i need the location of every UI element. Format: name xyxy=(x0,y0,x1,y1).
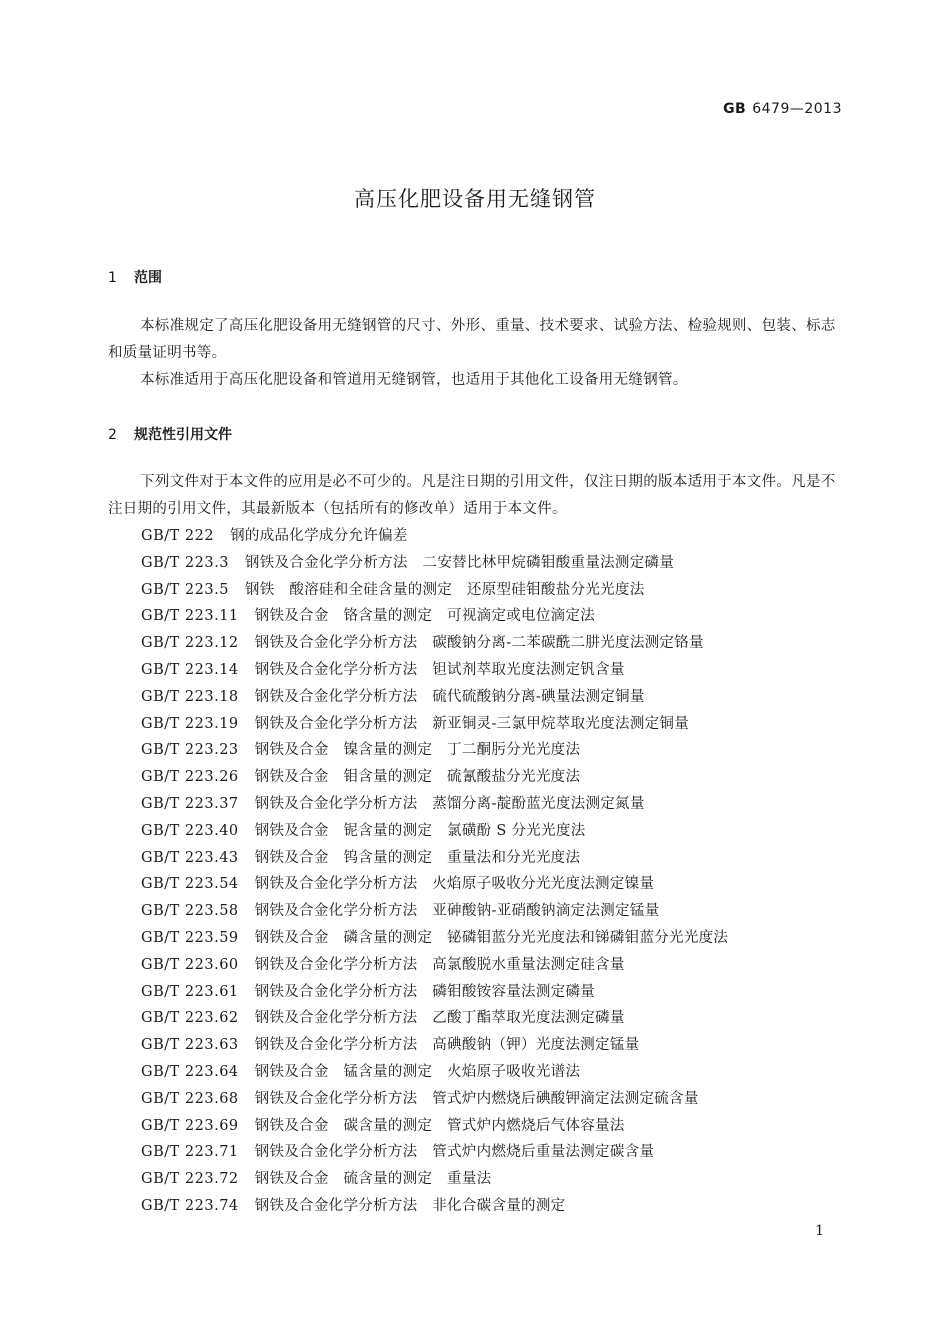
reference-code: GB/T 223.64 xyxy=(141,1063,239,1080)
section-1-heading xyxy=(108,267,162,287)
reference-code: GB/T 223.5 xyxy=(141,581,229,598)
reference-title: 钢铁及合金化学分析方法 高碘酸钠（钾）光度法测定锰量 xyxy=(254,1037,640,1054)
reference-code: GB/T 223.61 xyxy=(141,983,239,1000)
section-2-heading xyxy=(108,424,232,444)
reference-item xyxy=(141,1166,728,1193)
reference-code: GB/T 223.40 xyxy=(141,822,239,839)
reference-code: GB/T 223.43 xyxy=(141,849,239,866)
reference-title: 钢铁及合金化学分析方法 高氯酸脱水重量法测定硅含量 xyxy=(254,956,625,973)
page-number: 1 xyxy=(815,1223,824,1239)
reference-code: GB/T 223.69 xyxy=(141,1117,239,1134)
reference-item xyxy=(141,737,728,764)
section-1-paragraph-2: 本标准适用于高压化肥设备和管道用无缝钢管，也适用于其他化工设备用无缝钢管。 xyxy=(140,372,688,388)
reference-title: 钢铁 酸溶硅和全硅含量的测定 还原型硅钼酸盐分光光度法 xyxy=(244,581,645,598)
reference-item xyxy=(141,523,728,550)
reference-title: 钢铁及合金 铌含量的测定 氯磺酚 S 分光光度法 xyxy=(254,822,586,839)
reference-item xyxy=(141,871,728,898)
reference-item xyxy=(141,603,728,630)
reference-item xyxy=(141,1086,728,1113)
reference-code: GB/T 223.26 xyxy=(141,769,239,786)
section-number: 1 xyxy=(108,270,117,286)
standard-prefix: GB xyxy=(723,101,747,117)
reference-code: GB/T 223.12 xyxy=(141,635,239,652)
reference-item xyxy=(141,1059,728,1086)
reference-item xyxy=(141,898,728,925)
reference-item xyxy=(141,1005,728,1032)
reference-title: 钢铁及合金化学分析方法 非化合碳含量的测定 xyxy=(254,1197,566,1214)
reference-code: GB/T 223.11 xyxy=(141,608,239,625)
reference-title: 钢铁及合金化学分析方法 二安替比林甲烷磷钼酸重量法测定磷量 xyxy=(244,554,675,571)
reference-code: GB/T 223.68 xyxy=(141,1090,239,1107)
reference-code: GB/T 223.3 xyxy=(141,554,229,571)
reference-title: 钢铁及合金 碳含量的测定 管式炉内燃烧后气体容量法 xyxy=(254,1117,625,1134)
reference-item xyxy=(141,818,728,845)
reference-title: 钢铁及合金化学分析方法 碳酸钠分离-二苯碳酰二肼光度法测定铬量 xyxy=(254,635,704,652)
reference-code: GB/T 223.72 xyxy=(141,1171,239,1188)
reference-title: 钢铁及合金 硫含量的测定 重量法 xyxy=(254,1171,492,1188)
reference-code: GB/T 223.74 xyxy=(141,1197,239,1214)
reference-code: GB/T 223.71 xyxy=(141,1144,239,1161)
reference-title: 钢铁及合金化学分析方法 亚砷酸钠-亚硝酸钠滴定法测定锰量 xyxy=(254,903,660,920)
reference-item xyxy=(141,630,728,657)
reference-title: 钢铁及合金 钼含量的测定 硫氰酸盐分光光度法 xyxy=(254,769,581,786)
reference-item xyxy=(141,979,728,1006)
reference-title: 钢铁及合金化学分析方法 硫代硫酸钠分离-碘量法测定铜量 xyxy=(254,688,645,705)
section-title: 范围 xyxy=(134,270,162,286)
reference-code: GB/T 223.60 xyxy=(141,956,239,973)
normative-references-list xyxy=(141,523,728,1220)
standard-number-header xyxy=(723,101,842,117)
reference-item xyxy=(141,711,728,738)
reference-item xyxy=(141,952,728,979)
reference-item xyxy=(141,1193,728,1220)
section-title: 规范性引用文件 xyxy=(134,427,232,443)
reference-code: GB/T 223.62 xyxy=(141,1010,239,1027)
reference-title: 钢铁及合金化学分析方法 磷钼酸铵容量法测定磷量 xyxy=(254,983,596,1000)
reference-item xyxy=(141,577,728,604)
reference-code: GB/T 223.18 xyxy=(141,688,239,705)
reference-item xyxy=(141,550,728,577)
section-2-paragraph-1: 下列文件对于本文件的应用是必不可少的。凡是注日期的引用文件，仅注日期的版本适用于本文件。凡是不注日期的引用文件，其最新版本（包括所有的修改单）适用于本文件。 xyxy=(108,474,836,517)
reference-title: 钢铁及合金 锰含量的测定 火焰原子吸收光谱法 xyxy=(254,1063,581,1080)
reference-item xyxy=(141,764,728,791)
reference-item xyxy=(141,657,728,684)
reference-code: GB/T 223.59 xyxy=(141,929,239,946)
reference-code: GB/T 222 xyxy=(141,528,215,544)
reference-code: GB/T 223.19 xyxy=(141,715,239,732)
reference-title: 钢铁及合金化学分析方法 火焰原子吸收分光光度法测定镍量 xyxy=(254,876,655,893)
reference-title: 钢铁及合金 磷含量的测定 铋磷钼蓝分光光度法和锑磷钼蓝分光光度法 xyxy=(254,929,729,946)
document-title: 高压化肥设备用无缝钢管 xyxy=(354,187,596,211)
reference-title: 钢铁及合金化学分析方法 蒸馏分离-靛酚蓝光度法测定氮量 xyxy=(254,795,645,812)
section-number: 2 xyxy=(108,427,117,443)
reference-item xyxy=(141,791,728,818)
section-1-paragraph-1: 本标准规定了高压化肥设备用无缝钢管的尺寸、外形、重量、技术要求、试验方法、检验规则、包装、标志和质量证明书等。 xyxy=(108,318,836,361)
reference-title: 钢铁及合金 钨含量的测定 重量法和分光光度法 xyxy=(254,849,581,866)
reference-code: GB/T 223.37 xyxy=(141,795,239,812)
reference-title: 钢铁及合金化学分析方法 钽试剂萃取光度法测定钒含量 xyxy=(254,661,625,678)
reference-item xyxy=(141,1032,728,1059)
reference-title: 钢铁及合金 铬含量的测定 可视滴定或电位滴定法 xyxy=(254,608,596,625)
reference-item xyxy=(141,1139,728,1166)
reference-code: GB/T 223.23 xyxy=(141,742,239,759)
reference-title: 钢铁及合金 镍含量的测定 丁二酮肟分光光度法 xyxy=(254,742,581,759)
reference-code: GB/T 223.54 xyxy=(141,876,239,893)
reference-title: 钢的成品化学成分允许偏差 xyxy=(230,528,408,544)
reference-code: GB/T 223.14 xyxy=(141,661,239,678)
reference-title: 钢铁及合金化学分析方法 管式炉内燃烧后碘酸钾滴定法测定硫含量 xyxy=(254,1090,699,1107)
reference-code: GB/T 223.58 xyxy=(141,903,239,920)
reference-item xyxy=(141,684,728,711)
reference-item xyxy=(141,925,728,952)
reference-title: 钢铁及合金化学分析方法 管式炉内燃烧后重量法测定碳含量 xyxy=(254,1144,655,1161)
reference-item xyxy=(141,1113,728,1140)
reference-code: GB/T 223.63 xyxy=(141,1037,239,1054)
reference-item xyxy=(141,845,728,872)
reference-title: 钢铁及合金化学分析方法 新亚铜灵-三氯甲烷萃取光度法测定铜量 xyxy=(254,715,690,732)
reference-title: 钢铁及合金化学分析方法 乙酸丁酯萃取光度法测定磷量 xyxy=(254,1010,625,1027)
standard-number: 6479—2013 xyxy=(752,101,842,117)
